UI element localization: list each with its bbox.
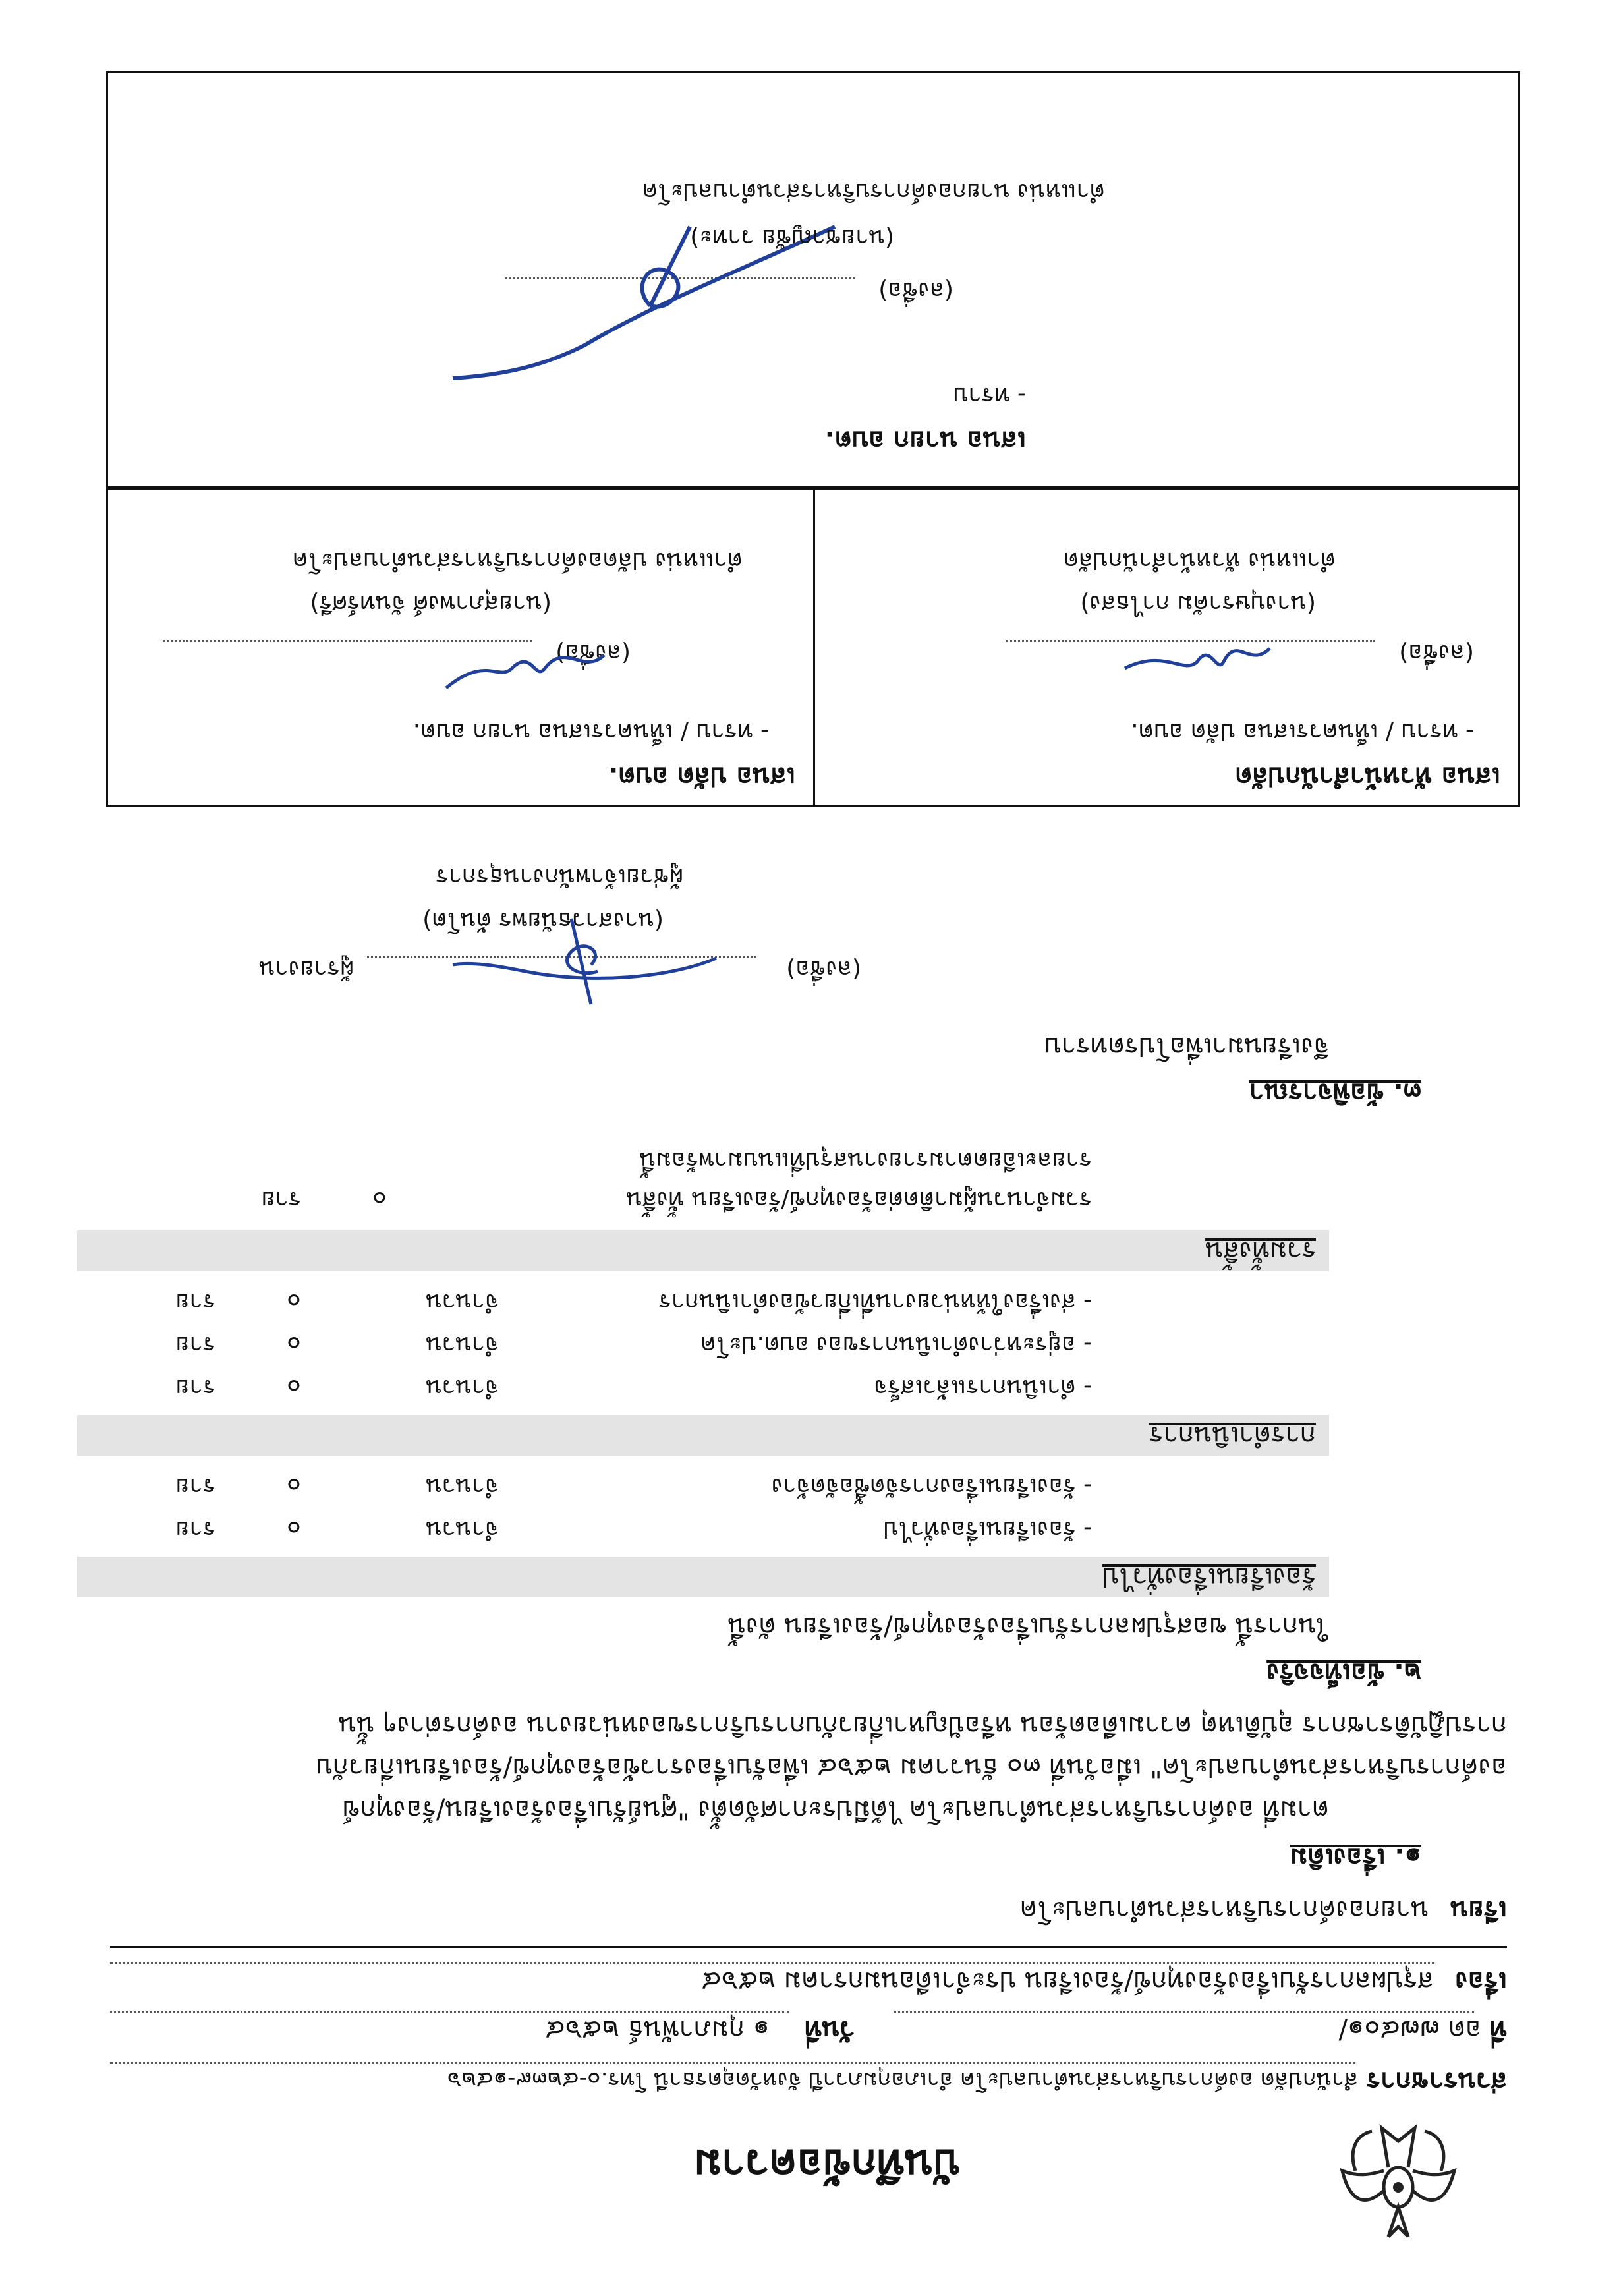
date-label: วันที่	[804, 2015, 855, 2045]
group2-row2-unit: ราย	[175, 1331, 215, 1358]
group1-row2-unit: ราย	[175, 1473, 215, 1500]
ref-label: ที่	[1489, 2015, 1507, 2045]
review-left-sig-label: (ลงชื่อ)	[1399, 639, 1474, 666]
signer-name: (นางสาวธนัยพร ต้นโต)	[422, 907, 664, 934]
review-left-signature-icon	[1118, 629, 1276, 688]
total-line-unit: ราย	[261, 1186, 301, 1213]
date-line	[545, 2013, 855, 2047]
agency-dots	[110, 2062, 1355, 2064]
group2-row3-label: - ส่งเรื่องให้หน่วยงานที่เกี่ยวข้องดำเนินการ	[658, 1288, 1092, 1315]
group2-row1-unit: ราย	[175, 1374, 215, 1401]
review-right-item: - ทราบ / เห็นควรเสนอ นายก อบต.	[412, 718, 769, 745]
section1-heading: ๑. เรื่องเดิม	[1290, 1842, 1421, 1872]
signer-position: ผู้ช่วยเจ้าพนักงานธุรการ	[436, 863, 683, 890]
group2-row3-qtylabel: จำนวน	[426, 1288, 499, 1315]
to-line	[1020, 1893, 1507, 1927]
review-left-item: - ทราบ / เห็นควรเสนอ ปลัด อบต.	[1131, 718, 1474, 745]
group2-row2-qty: ๐	[287, 1331, 301, 1358]
section1-line-2: องค์การบริหารส่วนตำบลปะโค" เมื่อวันที่ ๓๐ ธันวาคม ๒๕๖๔ เพื่อรับเรื่องราวข้อร้องทุกข์/ร้องเรียนเกี่ยวกับ	[316, 1752, 1507, 1783]
group2-row1-label: - ดำเนินการแล้วเสร็จ	[873, 1374, 1092, 1401]
review-right-signature-icon	[440, 629, 611, 701]
group1-row1-qty: ๐	[287, 1516, 301, 1543]
group1-row1-unit: ราย	[175, 1516, 215, 1543]
total-band	[77, 1230, 1329, 1271]
group2-row2-qtylabel: จำนวน	[426, 1331, 499, 1358]
group2-row3-unit: ราย	[175, 1288, 215, 1315]
section2-heading: ๒. ข้อเท็จจริง	[1266, 1657, 1421, 1688]
review-left-name: (นางบุษราคัม กาไธสง)	[1080, 590, 1316, 617]
group2-row1-qtylabel: จำนวน	[426, 1374, 499, 1401]
total-title: รวมทั้งสิ้น	[1205, 1236, 1316, 1266]
group2-band	[77, 1415, 1329, 1456]
agency-label: ส่วนราชการ	[1366, 2066, 1507, 2096]
group2-row2-label: - อยู่ระหว่างดำเนินการของ อบต.ปะโค	[700, 1331, 1092, 1358]
ref-dots	[894, 2011, 1474, 2013]
review-right-name: (นายสุภาพงศ์ จันทร์ศรี)	[310, 590, 552, 617]
date-value: ๑ กุมภาพันธ์ ๒๕๖๔	[545, 2015, 770, 2045]
review-bottom-name: (นายชาญชัย วาทะ)	[690, 224, 894, 251]
group1-row2-qtylabel: จำนวน	[426, 1473, 499, 1500]
review-box-divider	[813, 490, 815, 807]
to-label: เรียน	[1450, 1895, 1507, 1925]
section3-text: จึงเรียนมาเพื่อโปรดทราบ	[1044, 1031, 1329, 1062]
group1-row1-qtylabel: จำนวน	[426, 1516, 499, 1543]
review-bottom-position: ตำแหน่ง นายกองค์การบริหารส่วนตำบลปะโค	[642, 178, 1105, 205]
review-left-title: เสนอ หัวหน้าสำนักปลัด	[1235, 761, 1500, 791]
date-dots	[110, 2011, 789, 2013]
review-right-sig-label: (ลงชื่อ)	[555, 639, 631, 666]
review-bottom-sig-label: (ลงชื่อ)	[878, 277, 953, 304]
agency-value: สำนักปลัด องค์การบริหารส่วนตำบลปะโค อำเภอกุมภวาปี จังหวัดอุดรธานี โทร.๐-๔๒๓๙-๑๔๒๖	[447, 2067, 1358, 2093]
group1-row1-label: - ร้องเรียนเรื่องทั่วไป	[883, 1516, 1092, 1543]
section3-heading: ๓. ข้อพิจารณา	[1249, 1077, 1421, 1108]
to-value: นายกองค์การบริหารส่วนตำบลปะโค	[1019, 1895, 1429, 1925]
subject-line	[701, 1964, 1507, 1998]
group1-row2-qty: ๐	[287, 1473, 301, 1500]
group2-title: การดำเนินการ	[1149, 1420, 1316, 1450]
review-right-position: ตำแหน่ง ปลัดองค์การบริหารส่วนตำบลปะโค	[292, 547, 743, 574]
header-divider	[110, 1946, 1507, 1948]
section1-line-3: การปฏิบัติราชการ อุบัติเหตุ ความเดือดร้อน หรือปัญหาเกี่ยวกับการบริการของหน่วยงาน องค์กรต่างๆ นั้น	[338, 1710, 1507, 1740]
review-bottom-item: - ทราบ	[953, 382, 1026, 409]
section2-intro: ในการนี้ ขอสรุปผลการรับเรื่องร้องทุกข์/ร้องเรียน ดังนี้	[727, 1611, 1329, 1642]
subject-value: สรุปผลการรับเรื่องร้องทุกข์/ร้องเรียน ประจำเดือนมกราคม ๒๕๖๔	[701, 1966, 1434, 1996]
ref-line	[1338, 2013, 1507, 2047]
review-left-position: ตำแหน่ง หัวหน้าสำนักปลัด	[1063, 547, 1336, 574]
total-line-label: รวมจำนวนผู้มาติดต่อร้องทุกข์/ร้องเรียน ทั้งสิ้น	[626, 1186, 1092, 1213]
garuda-emblem-icon	[1336, 2118, 1461, 2250]
memo-title: บันทึกข้อความ	[693, 2140, 960, 2189]
signer-sig-label: (ลงชื่อ)	[786, 956, 861, 983]
group1-row2-label: - ร้องเรียนเรื่องการจัดซื้อจัดจ้าง	[771, 1473, 1092, 1500]
total-line-qty: ๐	[372, 1186, 387, 1213]
signer-role: ผู้รายงาน	[258, 956, 354, 983]
subject-dots	[110, 1962, 1434, 1964]
group2-row1-qty: ๐	[287, 1374, 301, 1401]
review-right-title: เสนอ ปลัด อบต.	[608, 761, 795, 791]
group1-title: ร้องเรียนเรื่องทั่วไป	[1102, 1562, 1316, 1592]
subject-label: เรื่อง	[1455, 1966, 1507, 1996]
ref-value: อด ๗๗๔๐๑/	[1338, 2015, 1481, 2045]
section1-line-1: ตามที่ องค์การบริหารส่วนตำบลปะโค ได้มีประกาศจัดตั้ง "ศูนย์รับเรื่องร้องเรียน/ร้องทุกข์	[341, 1794, 1329, 1825]
agency-line	[447, 2063, 1507, 2098]
group2-row3-qty: ๐	[287, 1288, 301, 1315]
review-bottom-title: เสนอ นายก อบต.	[824, 425, 1026, 455]
section2-note: รายละเอียดตามรายงานสรุปที่แนบมาพร้อมนี้	[639, 1147, 1092, 1174]
